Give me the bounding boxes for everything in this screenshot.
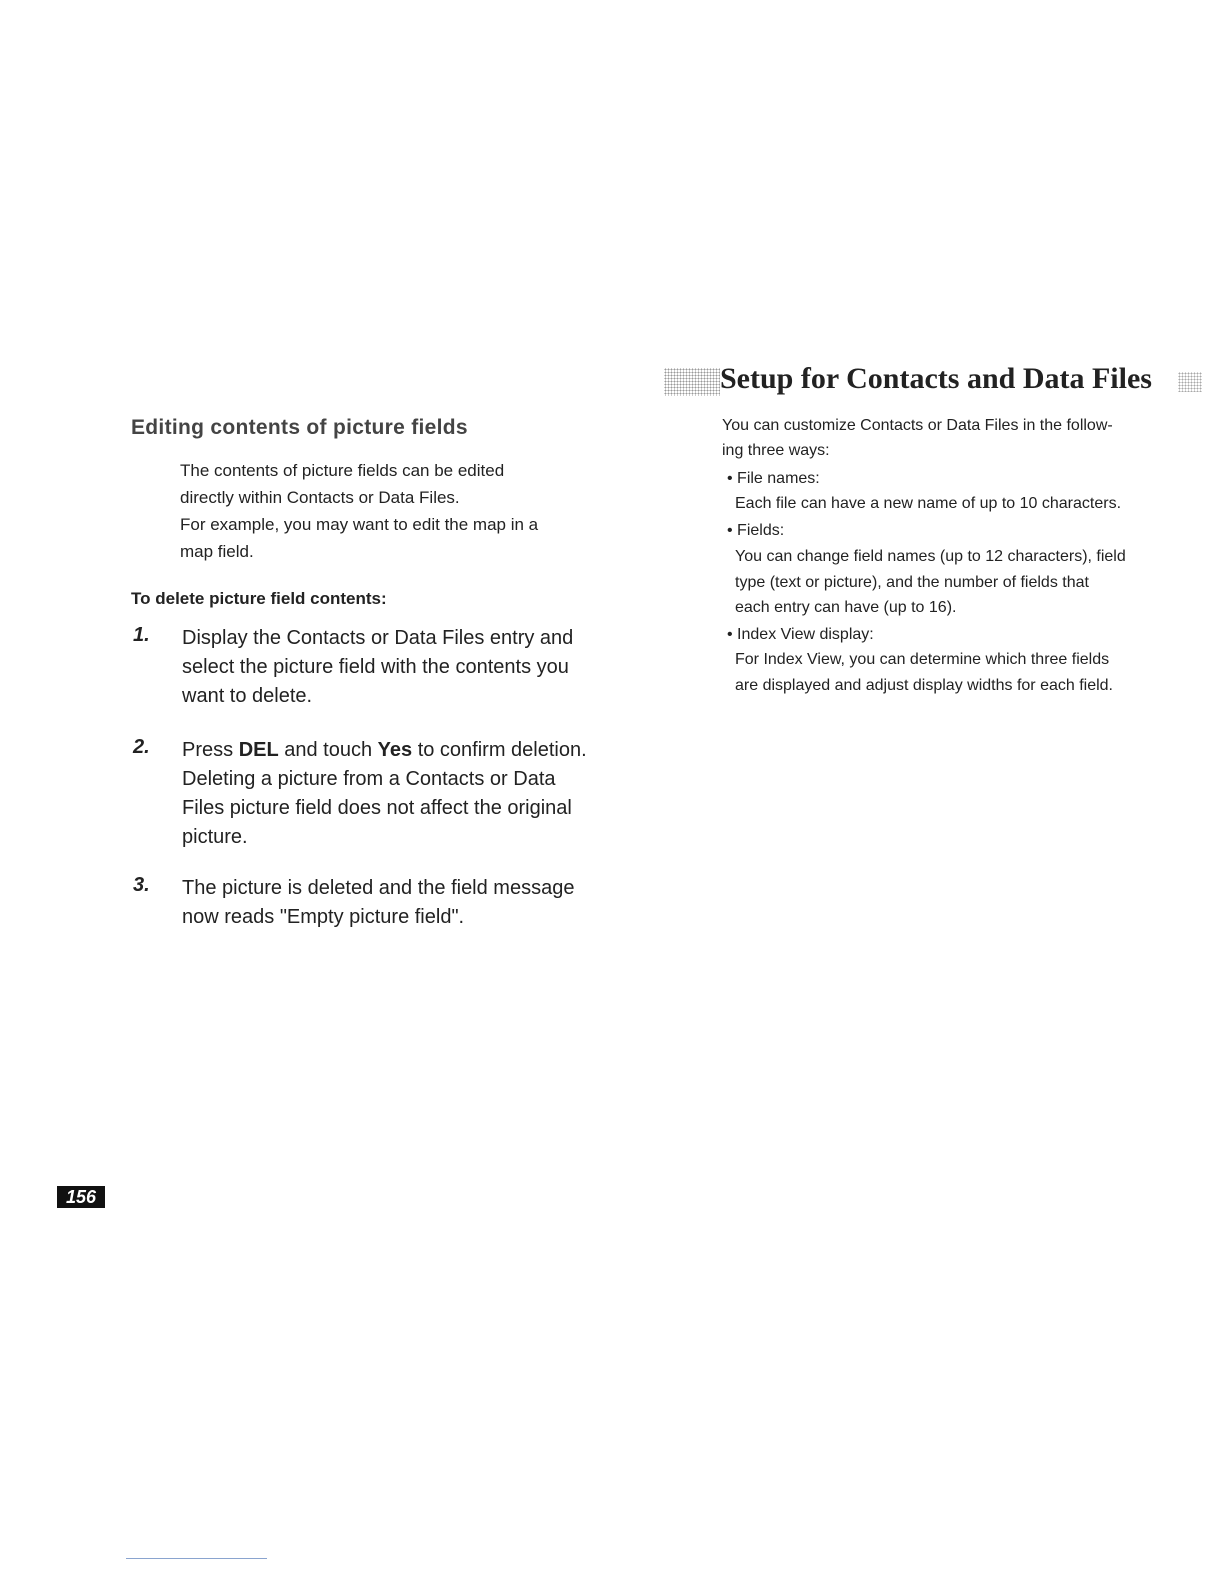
step-text	[182, 736, 642, 852]
bullet-body	[735, 544, 1215, 621]
bullet-line: Each file can have a new name of up to 10 characters.	[735, 495, 1122, 512]
intro-paragraph	[180, 457, 620, 565]
bullet-line: You can change field names (up to 12 characters), field	[735, 548, 1126, 565]
bullet-body	[735, 491, 1215, 517]
key-name: Yes	[377, 739, 413, 761]
step-number: 1.	[133, 624, 150, 646]
step-line: picture.	[182, 826, 248, 848]
section-title: Setup for Contacts and Data Files	[720, 362, 1152, 395]
bullet-line: type (text or picture), and the number of fields that	[735, 573, 1089, 591]
bullet-line: For Index View, you can determine which three fields	[735, 651, 1110, 668]
bullet-body	[735, 647, 1215, 698]
section-heading: Editing contents of picture fields	[131, 416, 468, 439]
step-line: want to delete.	[182, 685, 313, 707]
divider	[126, 1558, 267, 1559]
section-title-banner	[664, 362, 1204, 402]
intro-line: You can customize Contacts or Data Files in the follow-	[722, 417, 1113, 434]
text-run: Press	[182, 739, 239, 761]
step-line: The picture is deleted and the field message	[182, 877, 575, 899]
bullet-fields: • Fields:	[727, 522, 785, 539]
step-text	[182, 874, 642, 932]
step-line: Display the Contacts or Data Files entry and	[182, 627, 574, 649]
setup-intro	[722, 413, 1212, 463]
bullet-line: are displayed and adjust display widths for each field.	[735, 676, 1113, 694]
step-line: Files picture field does not affect the original	[182, 797, 572, 819]
step-line: select the picture field with the contents you	[182, 656, 569, 678]
step-number: 3.	[133, 874, 150, 896]
bullet-file-names: • File names:	[727, 470, 820, 487]
bullet-line: each entry can have (up to 16).	[735, 599, 957, 616]
text-run: to confirm deletion.	[412, 739, 587, 761]
text-run: and touch	[278, 739, 378, 761]
halftone-decoration	[664, 368, 720, 396]
step-line	[182, 736, 642, 765]
intro-line: The contents of picture fields can be edited	[180, 461, 505, 480]
bullet-index-view: • Index View display:	[727, 626, 874, 643]
page-number: 156	[57, 1186, 105, 1208]
step-number: 2.	[133, 736, 150, 758]
step-line: now reads "Empty picture field".	[182, 906, 465, 928]
intro-line: ing three ways:	[722, 442, 830, 459]
intro-line: map field.	[180, 542, 254, 561]
intro-line: For example, you may want to edit the map in a	[180, 515, 539, 534]
step-text	[182, 624, 642, 711]
intro-line: directly within Contacts or Data Files.	[180, 488, 460, 507]
key-name: DEL	[238, 739, 279, 761]
halftone-decoration	[1178, 372, 1202, 392]
procedure-subheading: To delete picture field contents:	[131, 589, 387, 608]
step-line: Deleting a picture from a Contacts or Data	[182, 768, 556, 790]
